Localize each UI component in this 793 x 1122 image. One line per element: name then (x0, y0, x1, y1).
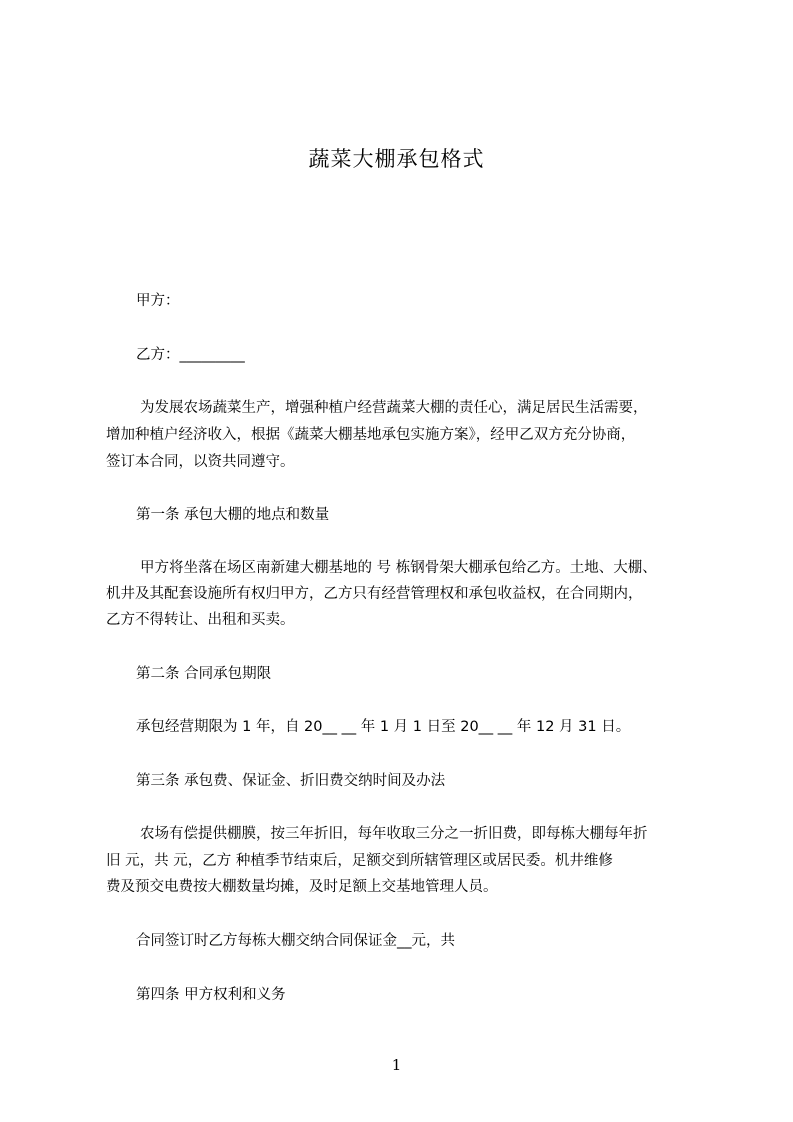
article2-heading: 第二条 合同承包期限 (136, 666, 272, 682)
article4-heading: 第四条 甲方权利和义务 (136, 987, 286, 1003)
article1-heading: 第一条 承包大棚的地点和数量 (136, 507, 330, 523)
intro-line-2: 增加种植户经济收入，根据《蔬菜大棚基地承包实施方案》，经甲乙双方充分协商， (106, 427, 636, 443)
document-title: 蔬菜大棚承包格式 (308, 147, 485, 171)
article3-line-1: 农场有偿提供棚膜，按三年折旧，每年收取三分之一折旧费，即每栋大棚每年折 (140, 826, 648, 842)
party-b-line: 乙方：_________ (136, 347, 245, 363)
article3-heading: 第三条 承包费、保证金、折旧费交纳时间及办法 (136, 773, 446, 789)
article1-line-2: 机井及其配套设施所有权归甲方，乙方只有经营管理权和承包收益权，在合同期内， (106, 586, 643, 602)
page-number: 1 (391, 1056, 402, 1074)
article3-line-2: 旧 元，共 元，乙方 种植季节结束后，足额交到所辖管理区或居民委。机井维修 (106, 853, 613, 869)
intro-line-1: 为发展农场蔬菜生产，增强种植户经营蔬菜大棚的责任心，满足居民生活需要， (140, 400, 648, 416)
intro-line-3: 签订本合同，以资共同遵守。 (106, 454, 295, 470)
article3-deposit-line: 合同签订时乙方每栋大棚交纳合同保证金__元，共 (136, 933, 455, 949)
article1-line-3: 乙方不得转让、出租和买卖。 (106, 612, 295, 628)
party-a-line: 甲方： (136, 293, 180, 309)
article3-line-3: 费及预交电费按大棚数量均摊，及时足额上交基地管理人员。 (106, 879, 498, 895)
article2-line-1: 承包经营期限为 1 年，自 20__ __ 年 1 月 1 日至 20__ __ 年 12 月 31 日。 (136, 719, 631, 735)
article1-line-1: 甲方将坐落在场区南新建大棚基地的 号 栋钢骨架大棚承包给乙方。土地、大棚、 (140, 560, 657, 576)
